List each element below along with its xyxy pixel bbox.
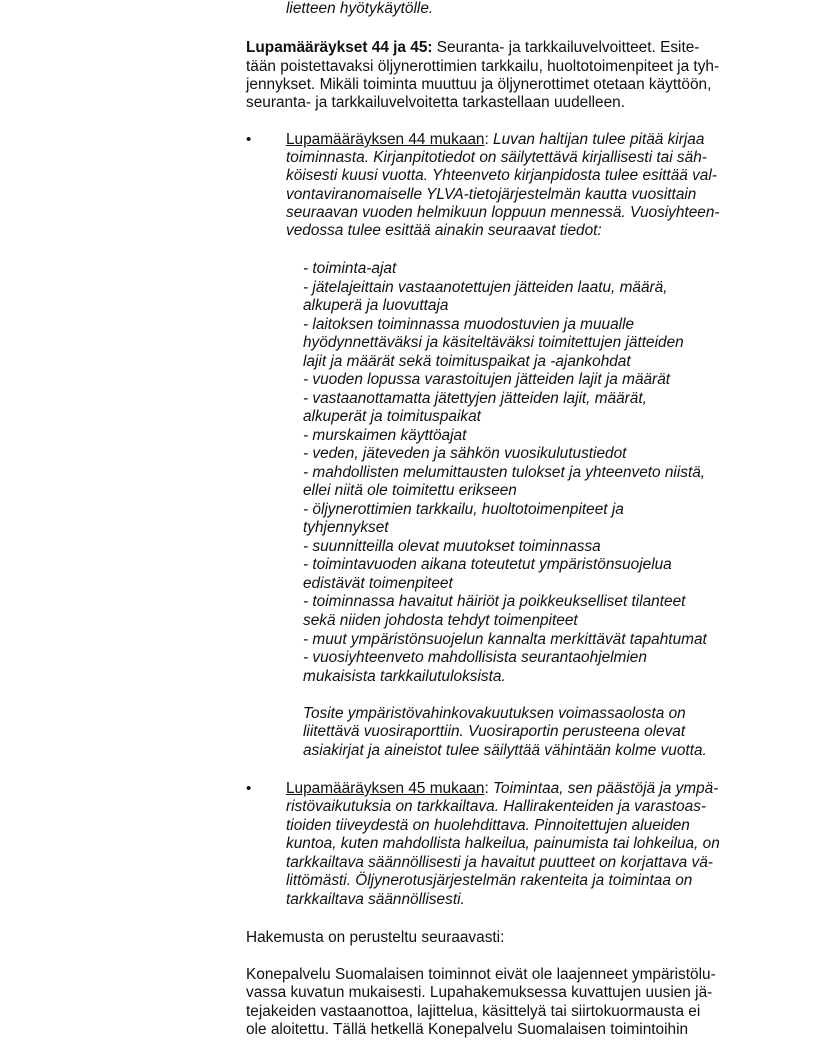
final-line: vassa kuvatun mukaisesti. Lupahakemuksessa kuvattujen uusien jä-: [246, 984, 713, 1001]
section-line: jennykset. Mikäli toiminta muuttuu ja öljynerottimet otetaan käyttöön,: [246, 76, 712, 93]
bullet-line: seuraavan vuoden helmikuun loppuun mennessä. Vuosiyhteen-: [286, 204, 720, 221]
bullet-line: kuntoa, kuten mahdollista halkeilua, painumista tai lohkeilua, on: [286, 835, 720, 852]
bullet-line: tarkkailtava säännöllisesti ja havaitut puutteet on korjattava vä-: [286, 854, 713, 871]
list-item: - öljynerottimien tarkkailu, huoltotoimenpiteet ja: [303, 501, 624, 518]
final-line: tejakeiden vastaanottoa, lajittelua, käsittelyä tai siirtokuormausta ei: [246, 1003, 701, 1020]
list-item: - mahdollisten melumittausten tulokset ja yhteenveto niistä,: [303, 464, 706, 481]
list-item: ellei niitä ole toimitettu erikseen: [303, 482, 517, 499]
list-item: - toiminnassa havaitut häiriöt ja poikkeukselliset tilanteet: [303, 593, 686, 610]
list-item: - vastaanottamatta jätettyjen jätteiden lajit, määrät,: [303, 390, 647, 407]
final-line: ole aloitettu. Tällä hetkellä Konepalvelu Suomalaisen toimintoihin: [246, 1021, 689, 1038]
list-item: lajit ja määrät sekä toimituspaikat ja -ajankohdat: [303, 353, 631, 370]
bullet-line: toiminnasta. Kirjanpitotiedot on säilytettävä kirjallisesti tai säh-: [286, 149, 707, 166]
list-item: - muut ympäristönsuojelun kannalta merkittävät tapahtumat: [303, 631, 707, 648]
list-item: - vuosiyhteenveto mahdollisista seurantaohjelmien: [303, 649, 647, 666]
list-item: - suunnitteilla olevat muutokset toiminnassa: [303, 538, 601, 555]
bullet-symbol: •: [246, 131, 252, 148]
list-item: - vuoden lopussa varastoitujen jätteiden lajit ja määrät: [303, 371, 671, 388]
list-item: sekä niiden johdosta tehdyt toimenpiteet: [303, 612, 578, 629]
list-item: - veden, jäteveden ja sähkön vuosikulutustiedot: [303, 445, 627, 462]
list-item: edistävät toimenpiteet: [303, 575, 453, 592]
bullet-first-line: Lupamääräyksen 45 mukaan: Toimintaa, sen päästöjä ja ympä-: [286, 780, 719, 797]
list-item: - toiminta-ajat: [303, 260, 397, 277]
bullet-line: ristövaikutuksia on tarkkailtava. Hallirakenteiden ja varastoas-: [286, 798, 707, 815]
closing-line: liitettävä vuosiraporttiin. Vuosiraportin perusteena olevat: [303, 723, 686, 740]
section-first-line: Lupamääräykset 44 ja 45: Seuranta- ja tarkkailuvelvoitteet. Esite-: [246, 39, 700, 56]
list-item: alkuperät ja toimituspaikat: [303, 408, 481, 425]
bullet-line: tioiden tiiveydestä on huolehdittava. Pinnoitettujen alueiden: [286, 817, 690, 834]
bullet-symbol: •: [246, 780, 252, 797]
section-title: Lupamääräykset 44 ja 45:: [246, 39, 433, 56]
list-item: - murskaimen käyttöajat: [303, 427, 467, 444]
list-item: alkuperä ja luovuttaja: [303, 297, 449, 314]
closing-line: Tosite ympäristövahinkovakuutuksen voimassaolosta on: [303, 705, 686, 722]
bullet-first-line: Lupamääräyksen 44 mukaan: Luvan haltijan tulee pitää kirjaa: [286, 131, 705, 148]
bullet-heading: Lupamääräyksen 44 mukaan: [286, 131, 485, 148]
bullet-line: vedossa tulee esittää ainakin seuraavat tiedot:: [286, 222, 602, 239]
final-line: Konepalvelu Suomalaisen toiminnot eivät ole laajenneet ympäristölu-: [246, 966, 716, 983]
list-item: hyödynnettäväksi ja käsiteltäväksi toimitettujen jätteiden: [303, 334, 684, 351]
list-item: - toimintavuoden aikana toteutetut ympäristönsuojelua: [303, 556, 672, 573]
closing-line: asiakirjat ja aineistot tulee säilyttää vähintään kolme vuotta.: [303, 742, 707, 759]
list-item: - laitoksen toiminnassa muodostuvien ja muualle: [303, 316, 635, 333]
list-item: - jätelajeittain vastaanotettujen jätteiden laatu, määrä,: [303, 279, 668, 296]
list-item: tyhjennykset: [303, 519, 389, 536]
list-item: mukaisista tarkkailutuloksista.: [303, 668, 506, 685]
section-line: seuranta- ja tarkkailuvelvoitetta tarkastellaan uudelleen.: [246, 94, 626, 111]
bullet-line: littömästi. Öljynerotusjärjestelmän rakenteita ja toimintaa on: [286, 872, 693, 889]
bullet-line: köisesti kuusi vuotta. Yhteenveto kirjanpidosta tulee esittää val-: [286, 167, 717, 184]
justification-line: Hakemusta on perusteltu seuraavasti:: [246, 929, 505, 946]
top-continuation-line: lietteen hyötykäytölle.: [286, 0, 434, 17]
bullet-line: vontaviranomaiselle YLVA-tietojärjestelmän kautta vuosittain: [286, 186, 697, 203]
bullet-line: tarkkailtava säännöllisesti.: [286, 891, 465, 908]
bullet-heading: Lupamääräyksen 45 mukaan: [286, 780, 485, 797]
section-line: tään poistettavaksi öljynerottimien tarkkailu, huoltotoimenpiteet ja tyh-: [246, 58, 720, 75]
